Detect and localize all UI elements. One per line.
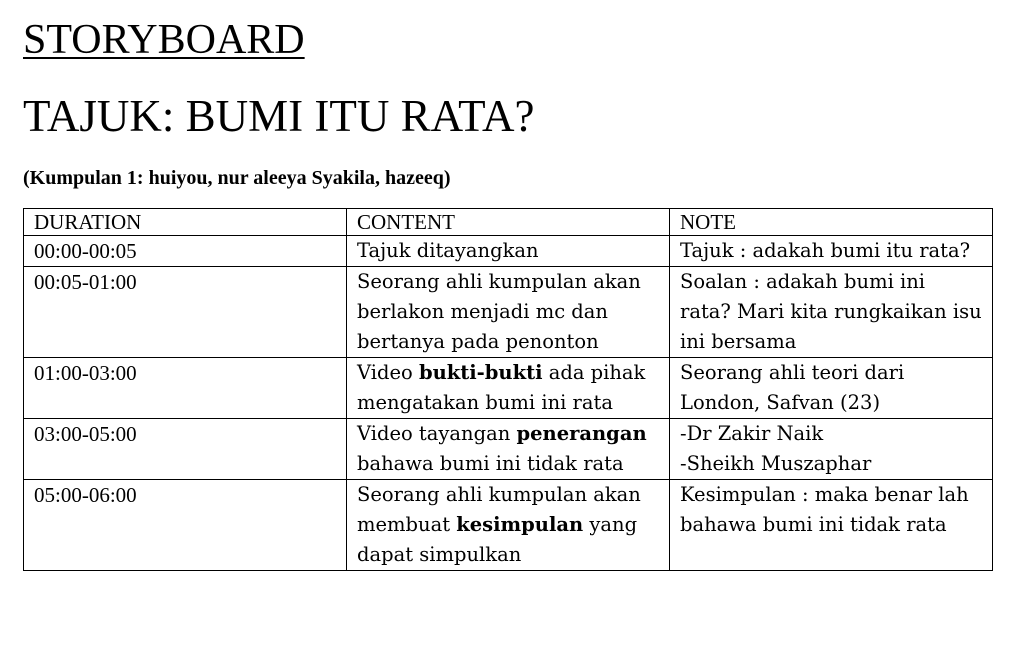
column-header-note: NOTE — [670, 209, 993, 236]
content-cell — [347, 419, 670, 480]
note-cell: Tajuk : adakah bumi itu rata? — [670, 236, 993, 267]
note-cell — [670, 419, 993, 480]
content-text: bahawa bumi ini tidak rata — [357, 452, 624, 475]
storyboard-table — [23, 208, 993, 571]
note-line: -Sheikh Muszaphar — [680, 452, 872, 475]
table-row — [24, 480, 993, 571]
content-text: ada pihak mengatakan bumi ini rata — [357, 361, 646, 414]
content-text: Seorang ahli kumpulan akan berlakon menjadi mc dan bertanya pada penonton — [357, 270, 641, 353]
table-row — [24, 267, 993, 358]
content-cell — [347, 480, 670, 571]
page-title: STORYBOARD — [23, 17, 305, 63]
duration-cell: 00:00-00:05 — [24, 236, 347, 267]
table-header-row — [24, 209, 993, 236]
content-emphasis: penerangan — [516, 422, 647, 445]
content-text: yang dapat simpulkan — [357, 513, 638, 566]
note-cell: Kesimpulan : maka benar lah bahawa bumi ini tidak rata — [670, 480, 993, 571]
duration-cell: 01:00-03:00 — [24, 358, 347, 419]
duration-cell: 05:00-06:00 — [24, 480, 347, 571]
table-row — [24, 419, 993, 480]
content-cell — [347, 236, 670, 267]
content-text: Video — [357, 361, 419, 384]
content-cell — [347, 267, 670, 358]
content-emphasis: bukti-bukti — [418, 361, 543, 384]
note-line: -Dr Zakir Naik — [680, 422, 824, 445]
duration-cell: 00:05-01:00 — [24, 267, 347, 358]
content-text: Tajuk ditayangkan — [357, 239, 539, 262]
topic-heading: TAJUK: BUMI ITU RATA? — [23, 91, 535, 141]
content-emphasis: kesimpulan — [456, 513, 584, 536]
column-header-content: CONTENT — [347, 209, 670, 236]
content-cell — [347, 358, 670, 419]
content-text: Video tayangan — [357, 422, 517, 445]
column-header-duration: DURATION — [24, 209, 347, 236]
note-cell: Seorang ahli teori dari London, Safvan (23) — [670, 358, 993, 419]
content-text: Seorang ahli kumpulan akan membuat — [357, 483, 641, 536]
duration-cell: 03:00-05:00 — [24, 419, 347, 480]
table-row — [24, 358, 993, 419]
note-cell: Soalan : adakah bumi ini rata? Mari kita rungkaikan isu ini bersama — [670, 267, 993, 358]
group-members: (Kumpulan 1: huiyou, nur aleeya Syakila, hazeeq) — [23, 167, 451, 189]
table-row — [24, 236, 993, 267]
